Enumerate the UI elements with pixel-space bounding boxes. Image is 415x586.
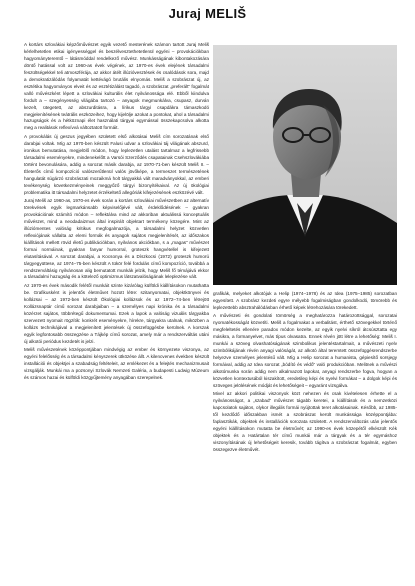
paragraph: A provokálás új geszus jegyében született első alkotásai Meliš cím sorozatának első darabjai voltak. Míg az 1970-ben készült Falusi udvar a szlovákiai táj világának abszurd, ironikus bemutatása, megjelölő módon, hogy leplezetlen utalást tartalmaz a legfrissebb társadalmi eseményekre, mindenekelőtt a Varsói Szerződés csapatainak Csehszlovákiába történt bevonulására, addig a sorozat másik darabja, az 1970-71-ben készült Meliš II. – Életerős című kompozíció valószerűtlenül valós jövőképe, a termeszet természetének hangulatát súgárzó szobrászati mozaikmá holt tárgyakká vált maradványokkal, az emberi tevékenység következményeinek meggyőző tárgyi bizonyítékaival. Az új ökológiai problematika itt társadalmi helyzetet érzékeltető allegóriák kifejezésének eszközévé vált. [24, 133, 209, 195]
paragraph: Juraj Meliš az 1960-as, 1970-es évek során a kortárs szlovákiai művészetben az alternatív törekvések egyik legmarkánsabb képviselőjévé vált, érdeklődésének – gyakran provokációnak számító módon – reflektálva mind az akkoriban aktuálissá konceptuális művészet, mind a neodadaizmus által inspirált objektart termékeny közegére. Mint az illúziómentes valóság kritikus megfogalmazója, a társadalmi helyzet közvetlen reflexiójának vállalta az elemi formák és anyagok sajátos megjelenítését, az időszakos kiállítások mellett rövid életű publikációkban, nyilvános akciókban, s a „magas” művészet formai normáinak, gyakran fanyar humorral, groteszk hangvétellel is kifejezett elutasításával. A sorozat darabjai, a Kocsonya és a Díszkocsi (1972) groteszk humorú tárgyegyüttese, az 1974–75-ben készült A tükör felé fordulás című kompozíció, továbbá a rendszerváltásig nyilvánosan alig bemutatott munkák jelzik, hogy Meliš fő témájává ekkor a társadalmi hazugság és a kötelező optimizmus látszatvalóságának leleplezése vált. [24, 197, 209, 280]
paragraph: Meliš művészetének középpontjában mindvégig az ember és környezete viszonya, az egyéni felelősség és a társadalmi kényszerek ütközése állt. A kilencvenes években készült installációi és objektjei a szabadság feltételeit, az emlékezet és a felejtés mechanizmusait vizsgálják. Munkái ma a pozsonyi Szlovák Nemzeti Galéria, a budapesti Ludwig Múzeum és számos hazai és külföldi közgyűjtemény anyagában szerepelnek. [24, 346, 209, 380]
paragraph: grafikák, melyeket alkotójuk a Helip (1974–1978) és az Idea (1975–1985) sorozatban egyesített. A szobrász kezdeti egyre mélyebb fogalmiságban gondolkodó, tömörebb és leplezettebb absztrahálódásban érhető képek létrehozására törekedett. [213, 291, 397, 310]
paragraph: A kortárs szlovákiai képzőművészet egyik vezető mesterének számon tartott Juraj Meliš kérlelhetetlen etikai igényességgel és beszélvesztethetetlenül egyéni – provokációkban hagyományteremtő – látásmóddal rendelkező művész. Munkásságának kibontakozására döntő hatással volt az 1960-as évek végének, az 1970-es évek elejének társadalmi feszültségekkel teli atmoszférája, az akkor átélt illúzióvesztések és csalódások sora, majd a demokratizálódás folyamatát kettévágó brutális elnyomás. Meliš a szobrászat új, az esztétika hagyományos elveit és az esztétizálást tagadó, a szobrászat „preferált” fogalmát valló művészként lépett a szlovákiai kulturális élet nyilvánossága elé. Ebből kiindulva fordult a – szegényesség világába tartozó – anyagok megmunkálva, csupasz, durván kezelt, ütegetett, az abszurditásra, a lírikus tárgyi csapdákra támaszkodó megjelenítésének teátrális eszközeihez, hogy kijelölje azokat a pontokat, ahol a társadalmi hazugságok és a hétköznapi élet használati tárgyai egymással összekapcsolva alkotta meg a realitások reflexívvá változtatott formáit. [24, 42, 209, 131]
artist-portrait-photo [213, 45, 397, 285]
left-text-column [24, 42, 209, 383]
portrait-photo-icon [213, 45, 397, 285]
paragraph: A művészeti és gondolati tömörség a meghatározza határozottsággal, sorozatai nyomatékosságát közvetíti. Meliš a fogalmakat a verbalitást, érthető szövegekkel történő megfeleltetés ellenére paradox módon kezelte, az egyik nyelvi síkról átcsúsztatta egy másikra, a formanyelvet, más típus olvasatra. Ennek révén jött létre a lehetőség: Meliš I. munkái a szöveg olvashatóságának szimbolikus jelentéstartalmait, a művészeti nyelv szimbólikájának révén anyagi valóságát, az alkotó által teremtett összefüggésrendszerbe helyezve személyes jelentésű vált. Míg a Helip sorozat a humanista, gépiesítő sorsjegy formáival, addig az Idea sorozat „bódító és védő” való produkcióban. Melitnek a művészi alkotómunka során addig nem alkalmazott lapokat, anyagi rendszerbe fogva, hogyan a közvetlen kontextusából kiszakított, eredetileg képi és nyelvi formákat – a dolgok képi és szöveges jelölésének módját és lehetőségeit – egyaránt vizsgálva. [213, 313, 397, 388]
right-text-column [213, 291, 397, 455]
paragraph: Mivel az akkori politikai viszonyok közt nehezen és csak kivételesen érhette el a nyilvánosságot, a „szabad” művészet tágabb keretei, a kiállítások és a nemzetközi kapcsolatok sajátos, olykor illegális formái nyújtottak teret alkotásainak. Később, az 1985-től kezdődő időszakban ismét a szobrászat került munkássága középpontjába: faplasztikák, objektek és installációk sorozata született. A rendszerváltozás után jelentős egyéni kiállításokon mutatta be életművét; az 1990-es évek közepétől elkészült Kék objektek és a Határtalan tér című munkái már a tárgyak és a tér egymáshoz viszonyításának új lehetőségeit keresik, tovább tágítva a szobrászat fogalmát, egyben összegezve életművét. [213, 391, 397, 452]
paragraph: Az 1970-es évek második felétől munkáit szinte kizárólag külföldi kiállításokon mutathatta be. Grafikusként is jelentős életművet hozott létre: szitanyomatai, objektkönyvei és kollázsai – az 1972-ben készült Ökológiai kollázsok és az 1972–74-ben létrejött Kollázsnaptár című sorozat darabjaiban – a személyes napi krónika és a társadalmi közérzet sajátos, többrétegű dokumentumai. Ezek a lapok a valóság vizuális tárgyakba szervezett nyomait rögzítik: konkrét eseményekre, hírekre, tárgyakra utalnak, miközben a kollázs technikájával a megjelenített jelentések új összefüggésbe kerülnek. A korszak egyik legfontosabb összegzése a Tájkép című sorozat, amely már a rendszerváltás utáni új alkotói periódus kezdetét is jelzi. [24, 282, 209, 344]
page-title: Juraj MELIŠ [168, 6, 247, 21]
